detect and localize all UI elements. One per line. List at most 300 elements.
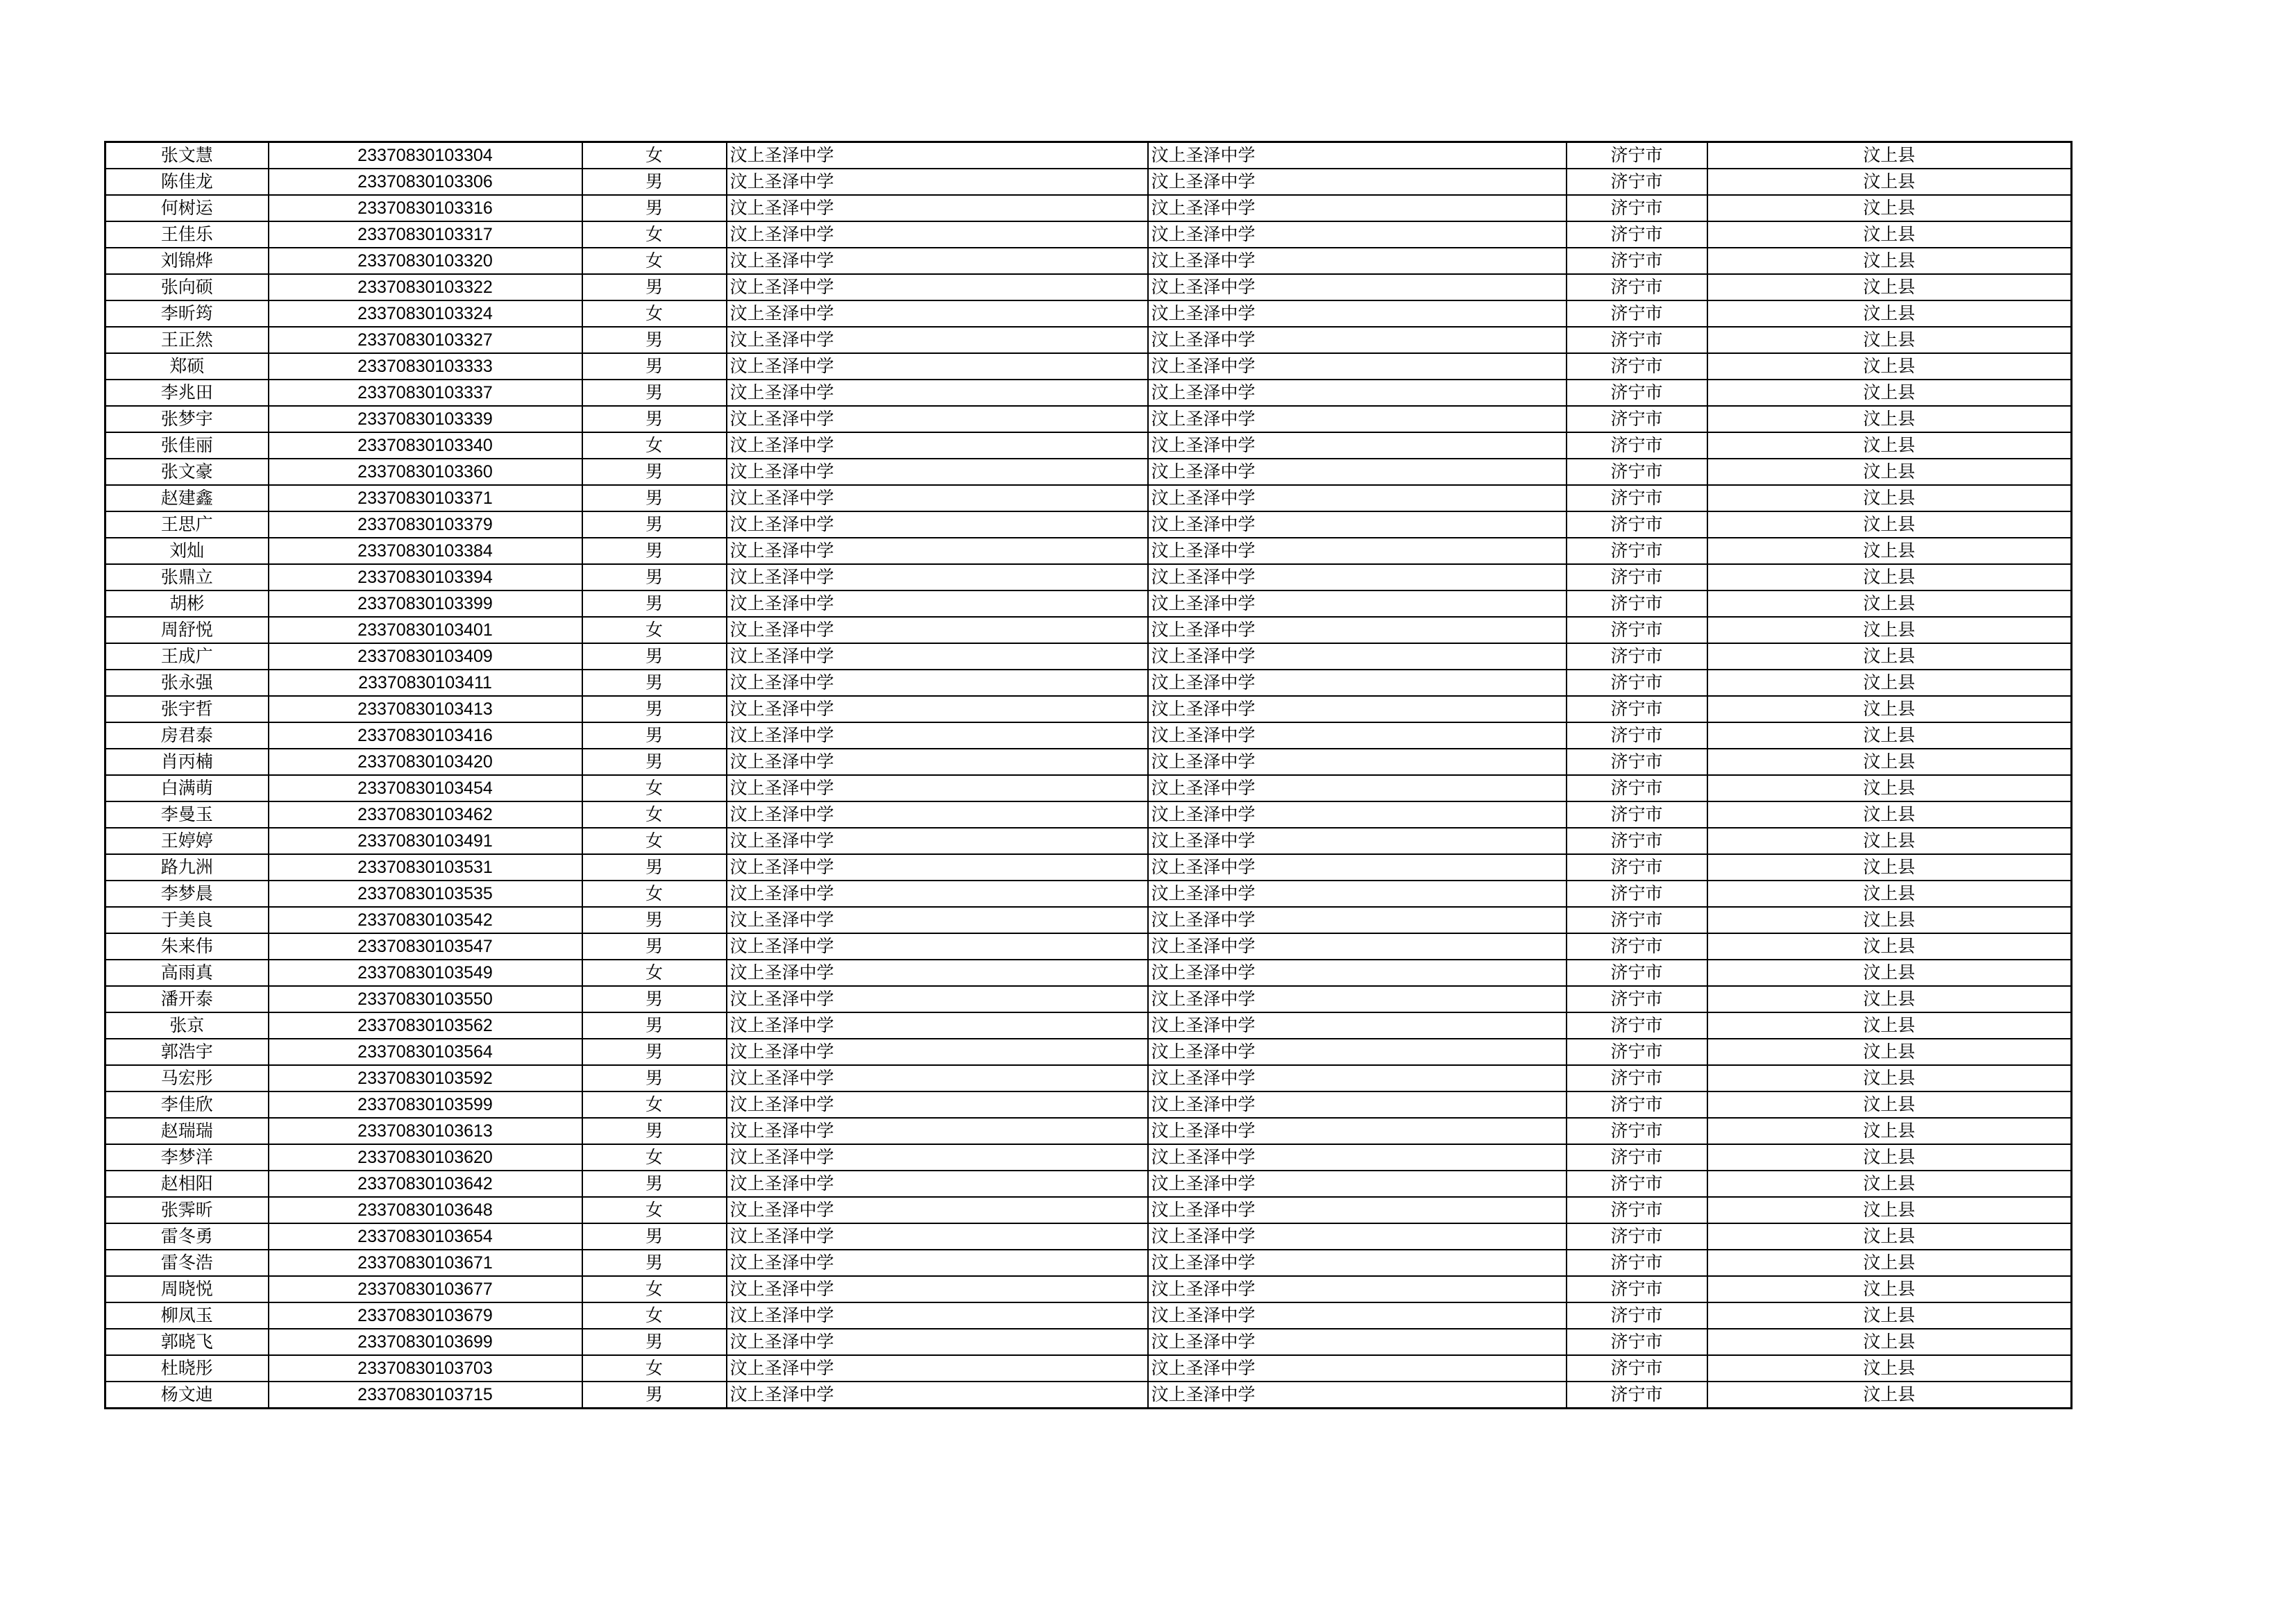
graduated-school-cell: 汶上圣泽中学 bbox=[1148, 590, 1567, 617]
gender-cell: 女 bbox=[582, 1302, 727, 1329]
exam-id-cell: 23370830103699 bbox=[269, 1329, 582, 1355]
school-cell: 汶上圣泽中学 bbox=[727, 248, 1148, 274]
exam-id-cell: 23370830103642 bbox=[269, 1171, 582, 1197]
gender-cell: 男 bbox=[582, 195, 727, 221]
county-cell: 汶上县 bbox=[1707, 1118, 2072, 1144]
exam-id-cell: 23370830103320 bbox=[269, 248, 582, 274]
table-row bbox=[105, 1012, 2072, 1039]
student-name-cell: 高雨真 bbox=[105, 960, 269, 986]
school-cell: 汶上圣泽中学 bbox=[727, 722, 1148, 749]
gender-cell: 女 bbox=[582, 1276, 727, 1302]
county-cell: 汶上县 bbox=[1707, 696, 2072, 722]
county-cell: 汶上县 bbox=[1707, 406, 2072, 432]
city-cell: 济宁市 bbox=[1567, 775, 1707, 801]
gender-cell: 男 bbox=[582, 459, 727, 485]
gender-cell: 男 bbox=[582, 749, 727, 775]
gender-cell: 男 bbox=[582, 643, 727, 670]
student-name-cell: 赵建鑫 bbox=[105, 485, 269, 511]
city-cell: 济宁市 bbox=[1567, 907, 1707, 933]
exam-id-cell: 23370830103379 bbox=[269, 511, 582, 538]
student-name-cell: 白满萌 bbox=[105, 775, 269, 801]
city-cell: 济宁市 bbox=[1567, 960, 1707, 986]
exam-id-cell: 23370830103454 bbox=[269, 775, 582, 801]
student-name-cell: 李昕筠 bbox=[105, 300, 269, 327]
gender-cell: 男 bbox=[582, 327, 727, 353]
city-cell: 济宁市 bbox=[1567, 617, 1707, 643]
graduated-school-cell: 汶上圣泽中学 bbox=[1148, 643, 1567, 670]
school-cell: 汶上圣泽中学 bbox=[727, 643, 1148, 670]
county-cell: 汶上县 bbox=[1707, 854, 2072, 881]
table-row bbox=[105, 749, 2072, 775]
county-cell: 汶上县 bbox=[1707, 828, 2072, 854]
city-cell: 济宁市 bbox=[1567, 1302, 1707, 1329]
student-name-cell: 张向硕 bbox=[105, 274, 269, 300]
table-row bbox=[105, 1144, 2072, 1171]
school-cell: 汶上圣泽中学 bbox=[727, 511, 1148, 538]
gender-cell: 男 bbox=[582, 1118, 727, 1144]
student-name-cell: 杜晓彤 bbox=[105, 1355, 269, 1382]
exam-id-cell: 23370830103671 bbox=[269, 1250, 582, 1276]
school-cell: 汶上圣泽中学 bbox=[727, 1012, 1148, 1039]
county-cell: 汶上县 bbox=[1707, 986, 2072, 1012]
student-name-cell: 刘锦烨 bbox=[105, 248, 269, 274]
graduated-school-cell: 汶上圣泽中学 bbox=[1148, 1355, 1567, 1382]
gender-cell: 女 bbox=[582, 617, 727, 643]
graduated-school-cell: 汶上圣泽中学 bbox=[1148, 986, 1567, 1012]
school-cell: 汶上圣泽中学 bbox=[727, 432, 1148, 459]
city-cell: 济宁市 bbox=[1567, 1250, 1707, 1276]
table-row bbox=[105, 300, 2072, 327]
student-name-cell: 肖丙楠 bbox=[105, 749, 269, 775]
school-cell: 汶上圣泽中学 bbox=[727, 300, 1148, 327]
city-cell: 济宁市 bbox=[1567, 749, 1707, 775]
gender-cell: 女 bbox=[582, 960, 727, 986]
school-cell: 汶上圣泽中学 bbox=[727, 1118, 1148, 1144]
graduated-school-cell: 汶上圣泽中学 bbox=[1148, 1039, 1567, 1065]
county-cell: 汶上县 bbox=[1707, 1197, 2072, 1223]
county-cell: 汶上县 bbox=[1707, 1091, 2072, 1118]
graduated-school-cell: 汶上圣泽中学 bbox=[1148, 1250, 1567, 1276]
exam-id-cell: 23370830103322 bbox=[269, 274, 582, 300]
exam-id-cell: 23370830103620 bbox=[269, 1144, 582, 1171]
student-name-cell: 张京 bbox=[105, 1012, 269, 1039]
school-cell: 汶上圣泽中学 bbox=[727, 881, 1148, 907]
student-name-cell: 路九洲 bbox=[105, 854, 269, 881]
student-name-cell: 张鼎立 bbox=[105, 564, 269, 590]
school-cell: 汶上圣泽中学 bbox=[727, 854, 1148, 881]
student-name-cell: 周舒悦 bbox=[105, 617, 269, 643]
student-name-cell: 陈佳龙 bbox=[105, 169, 269, 195]
table-row bbox=[105, 327, 2072, 353]
county-cell: 汶上县 bbox=[1707, 1276, 2072, 1302]
exam-id-cell: 23370830103547 bbox=[269, 933, 582, 960]
table-row bbox=[105, 459, 2072, 485]
student-name-cell: 郑硕 bbox=[105, 353, 269, 380]
city-cell: 济宁市 bbox=[1567, 1276, 1707, 1302]
gender-cell: 男 bbox=[582, 722, 727, 749]
city-cell: 济宁市 bbox=[1567, 1382, 1707, 1409]
city-cell: 济宁市 bbox=[1567, 1065, 1707, 1091]
student-name-cell: 朱来伟 bbox=[105, 933, 269, 960]
county-cell: 汶上县 bbox=[1707, 1329, 2072, 1355]
student-name-cell: 周晓悦 bbox=[105, 1276, 269, 1302]
graduated-school-cell: 汶上圣泽中学 bbox=[1148, 511, 1567, 538]
exam-id-cell: 23370830103613 bbox=[269, 1118, 582, 1144]
county-cell: 汶上县 bbox=[1707, 617, 2072, 643]
school-cell: 汶上圣泽中学 bbox=[727, 749, 1148, 775]
table-row bbox=[105, 1382, 2072, 1409]
graduated-school-cell: 汶上圣泽中学 bbox=[1148, 169, 1567, 195]
table-row bbox=[105, 1250, 2072, 1276]
table-row bbox=[105, 1091, 2072, 1118]
graduated-school-cell: 汶上圣泽中学 bbox=[1148, 828, 1567, 854]
exam-id-cell: 23370830103411 bbox=[269, 670, 582, 696]
exam-id-cell: 23370830103340 bbox=[269, 432, 582, 459]
table-row bbox=[105, 960, 2072, 986]
graduated-school-cell: 汶上圣泽中学 bbox=[1148, 1276, 1567, 1302]
school-cell: 汶上圣泽中学 bbox=[727, 1329, 1148, 1355]
gender-cell: 男 bbox=[582, 907, 727, 933]
school-cell: 汶上圣泽中学 bbox=[727, 1197, 1148, 1223]
city-cell: 济宁市 bbox=[1567, 1171, 1707, 1197]
county-cell: 汶上县 bbox=[1707, 1382, 2072, 1409]
city-cell: 济宁市 bbox=[1567, 300, 1707, 327]
table-row bbox=[105, 854, 2072, 881]
city-cell: 济宁市 bbox=[1567, 459, 1707, 485]
student-name-cell: 王思广 bbox=[105, 511, 269, 538]
graduated-school-cell: 汶上圣泽中学 bbox=[1148, 933, 1567, 960]
gender-cell: 男 bbox=[582, 538, 727, 564]
table-row bbox=[105, 511, 2072, 538]
city-cell: 济宁市 bbox=[1567, 1039, 1707, 1065]
graduated-school-cell: 汶上圣泽中学 bbox=[1148, 459, 1567, 485]
county-cell: 汶上县 bbox=[1707, 432, 2072, 459]
table-row bbox=[105, 801, 2072, 828]
gender-cell: 男 bbox=[582, 1223, 727, 1250]
city-cell: 济宁市 bbox=[1567, 485, 1707, 511]
student-name-cell: 柳凤玉 bbox=[105, 1302, 269, 1329]
gender-cell: 男 bbox=[582, 1065, 727, 1091]
table-row bbox=[105, 907, 2072, 933]
county-cell: 汶上县 bbox=[1707, 1302, 2072, 1329]
gender-cell: 男 bbox=[582, 670, 727, 696]
city-cell: 济宁市 bbox=[1567, 169, 1707, 195]
roster-body bbox=[105, 142, 2072, 1409]
exam-id-cell: 23370830103337 bbox=[269, 380, 582, 406]
exam-id-cell: 23370830103409 bbox=[269, 643, 582, 670]
table-row bbox=[105, 775, 2072, 801]
gender-cell: 男 bbox=[582, 353, 727, 380]
county-cell: 汶上县 bbox=[1707, 1355, 2072, 1382]
table-row bbox=[105, 1065, 2072, 1091]
school-cell: 汶上圣泽中学 bbox=[727, 169, 1148, 195]
student-name-cell: 雷冬浩 bbox=[105, 1250, 269, 1276]
city-cell: 济宁市 bbox=[1567, 511, 1707, 538]
school-cell: 汶上圣泽中学 bbox=[727, 274, 1148, 300]
county-cell: 汶上县 bbox=[1707, 300, 2072, 327]
exam-id-cell: 23370830103550 bbox=[269, 986, 582, 1012]
school-cell: 汶上圣泽中学 bbox=[727, 353, 1148, 380]
city-cell: 济宁市 bbox=[1567, 432, 1707, 459]
exam-id-cell: 23370830103327 bbox=[269, 327, 582, 353]
table-row bbox=[105, 696, 2072, 722]
city-cell: 济宁市 bbox=[1567, 406, 1707, 432]
table-row bbox=[105, 485, 2072, 511]
student-name-cell: 张梦宇 bbox=[105, 406, 269, 432]
city-cell: 济宁市 bbox=[1567, 142, 1707, 169]
exam-id-cell: 23370830103562 bbox=[269, 1012, 582, 1039]
school-cell: 汶上圣泽中学 bbox=[727, 933, 1148, 960]
exam-id-cell: 23370830103462 bbox=[269, 801, 582, 828]
table-row bbox=[105, 1171, 2072, 1197]
school-cell: 汶上圣泽中学 bbox=[727, 907, 1148, 933]
school-cell: 汶上圣泽中学 bbox=[727, 1302, 1148, 1329]
city-cell: 济宁市 bbox=[1567, 538, 1707, 564]
school-cell: 汶上圣泽中学 bbox=[727, 617, 1148, 643]
gender-cell: 男 bbox=[582, 1171, 727, 1197]
exam-id-cell: 23370830103316 bbox=[269, 195, 582, 221]
school-cell: 汶上圣泽中学 bbox=[727, 195, 1148, 221]
student-name-cell: 王成广 bbox=[105, 643, 269, 670]
graduated-school-cell: 汶上圣泽中学 bbox=[1148, 142, 1567, 169]
exam-id-cell: 23370830103399 bbox=[269, 590, 582, 617]
county-cell: 汶上县 bbox=[1707, 643, 2072, 670]
county-cell: 汶上县 bbox=[1707, 722, 2072, 749]
graduated-school-cell: 汶上圣泽中学 bbox=[1148, 538, 1567, 564]
city-cell: 济宁市 bbox=[1567, 1197, 1707, 1223]
city-cell: 济宁市 bbox=[1567, 1012, 1707, 1039]
graduated-school-cell: 汶上圣泽中学 bbox=[1148, 907, 1567, 933]
exam-id-cell: 23370830103549 bbox=[269, 960, 582, 986]
school-cell: 汶上圣泽中学 bbox=[727, 590, 1148, 617]
table-row bbox=[105, 274, 2072, 300]
graduated-school-cell: 汶上圣泽中学 bbox=[1148, 327, 1567, 353]
school-cell: 汶上圣泽中学 bbox=[727, 142, 1148, 169]
student-name-cell: 张宇哲 bbox=[105, 696, 269, 722]
student-name-cell: 王婷婷 bbox=[105, 828, 269, 854]
county-cell: 汶上县 bbox=[1707, 1171, 2072, 1197]
county-cell: 汶上县 bbox=[1707, 142, 2072, 169]
city-cell: 济宁市 bbox=[1567, 696, 1707, 722]
student-name-cell: 李曼玉 bbox=[105, 801, 269, 828]
school-cell: 汶上圣泽中学 bbox=[727, 564, 1148, 590]
gender-cell: 男 bbox=[582, 511, 727, 538]
student-name-cell: 马宏彤 bbox=[105, 1065, 269, 1091]
school-cell: 汶上圣泽中学 bbox=[727, 1144, 1148, 1171]
graduated-school-cell: 汶上圣泽中学 bbox=[1148, 749, 1567, 775]
graduated-school-cell: 汶上圣泽中学 bbox=[1148, 353, 1567, 380]
county-cell: 汶上县 bbox=[1707, 1223, 2072, 1250]
table-row bbox=[105, 221, 2072, 248]
city-cell: 济宁市 bbox=[1567, 380, 1707, 406]
city-cell: 济宁市 bbox=[1567, 221, 1707, 248]
exam-id-cell: 23370830103542 bbox=[269, 907, 582, 933]
student-name-cell: 李兆田 bbox=[105, 380, 269, 406]
exam-id-cell: 23370830103564 bbox=[269, 1039, 582, 1065]
exam-id-cell: 23370830103416 bbox=[269, 722, 582, 749]
school-cell: 汶上圣泽中学 bbox=[727, 327, 1148, 353]
exam-id-cell: 23370830103599 bbox=[269, 1091, 582, 1118]
city-cell: 济宁市 bbox=[1567, 195, 1707, 221]
exam-id-cell: 23370830103648 bbox=[269, 1197, 582, 1223]
gender-cell: 女 bbox=[582, 1355, 727, 1382]
county-cell: 汶上县 bbox=[1707, 327, 2072, 353]
table-row bbox=[105, 1276, 2072, 1302]
table-row bbox=[105, 933, 2072, 960]
table-row bbox=[105, 248, 2072, 274]
city-cell: 济宁市 bbox=[1567, 564, 1707, 590]
table-row bbox=[105, 169, 2072, 195]
student-name-cell: 房君泰 bbox=[105, 722, 269, 749]
student-name-cell: 张文豪 bbox=[105, 459, 269, 485]
county-cell: 汶上县 bbox=[1707, 511, 2072, 538]
exam-id-cell: 23370830103394 bbox=[269, 564, 582, 590]
gender-cell: 男 bbox=[582, 590, 727, 617]
table-row bbox=[105, 828, 2072, 854]
gender-cell: 男 bbox=[582, 1012, 727, 1039]
table-row bbox=[105, 538, 2072, 564]
school-cell: 汶上圣泽中学 bbox=[727, 459, 1148, 485]
gender-cell: 男 bbox=[582, 933, 727, 960]
city-cell: 济宁市 bbox=[1567, 1355, 1707, 1382]
gender-cell: 男 bbox=[582, 564, 727, 590]
gender-cell: 女 bbox=[582, 1197, 727, 1223]
exam-id-cell: 23370830103413 bbox=[269, 696, 582, 722]
graduated-school-cell: 汶上圣泽中学 bbox=[1148, 432, 1567, 459]
graduated-school-cell: 汶上圣泽中学 bbox=[1148, 406, 1567, 432]
county-cell: 汶上县 bbox=[1707, 960, 2072, 986]
exam-id-cell: 23370830103384 bbox=[269, 538, 582, 564]
table-row bbox=[105, 722, 2072, 749]
county-cell: 汶上县 bbox=[1707, 169, 2072, 195]
school-cell: 汶上圣泽中学 bbox=[727, 538, 1148, 564]
county-cell: 汶上县 bbox=[1707, 801, 2072, 828]
student-name-cell: 李梦洋 bbox=[105, 1144, 269, 1171]
city-cell: 济宁市 bbox=[1567, 643, 1707, 670]
table-row bbox=[105, 380, 2072, 406]
graduated-school-cell: 汶上圣泽中学 bbox=[1148, 960, 1567, 986]
county-cell: 汶上县 bbox=[1707, 775, 2072, 801]
exam-id-cell: 23370830103333 bbox=[269, 353, 582, 380]
city-cell: 济宁市 bbox=[1567, 801, 1707, 828]
county-cell: 汶上县 bbox=[1707, 221, 2072, 248]
table-row bbox=[105, 986, 2072, 1012]
student-name-cell: 郭晓飞 bbox=[105, 1329, 269, 1355]
exam-id-cell: 23370830103677 bbox=[269, 1276, 582, 1302]
student-name-cell: 张永强 bbox=[105, 670, 269, 696]
student-name-cell: 张霁昕 bbox=[105, 1197, 269, 1223]
graduated-school-cell: 汶上圣泽中学 bbox=[1148, 1012, 1567, 1039]
student-name-cell: 赵相阳 bbox=[105, 1171, 269, 1197]
table-row bbox=[105, 406, 2072, 432]
graduated-school-cell: 汶上圣泽中学 bbox=[1148, 274, 1567, 300]
gender-cell: 男 bbox=[582, 696, 727, 722]
city-cell: 济宁市 bbox=[1567, 722, 1707, 749]
table-row bbox=[105, 1355, 2072, 1382]
gender-cell: 女 bbox=[582, 881, 727, 907]
city-cell: 济宁市 bbox=[1567, 590, 1707, 617]
exam-id-cell: 23370830103491 bbox=[269, 828, 582, 854]
gender-cell: 女 bbox=[582, 1144, 727, 1171]
exam-id-cell: 23370830103679 bbox=[269, 1302, 582, 1329]
table-row bbox=[105, 881, 2072, 907]
table-row bbox=[105, 1329, 2072, 1355]
gender-cell: 男 bbox=[582, 1382, 727, 1409]
gender-cell: 男 bbox=[582, 406, 727, 432]
gender-cell: 女 bbox=[582, 801, 727, 828]
gender-cell: 男 bbox=[582, 380, 727, 406]
graduated-school-cell: 汶上圣泽中学 bbox=[1148, 1171, 1567, 1197]
school-cell: 汶上圣泽中学 bbox=[727, 775, 1148, 801]
gender-cell: 男 bbox=[582, 485, 727, 511]
city-cell: 济宁市 bbox=[1567, 327, 1707, 353]
gender-cell: 女 bbox=[582, 775, 727, 801]
graduated-school-cell: 汶上圣泽中学 bbox=[1148, 670, 1567, 696]
school-cell: 汶上圣泽中学 bbox=[727, 828, 1148, 854]
county-cell: 汶上县 bbox=[1707, 907, 2072, 933]
student-name-cell: 胡彬 bbox=[105, 590, 269, 617]
city-cell: 济宁市 bbox=[1567, 1144, 1707, 1171]
graduated-school-cell: 汶上圣泽中学 bbox=[1148, 195, 1567, 221]
student-name-cell: 刘灿 bbox=[105, 538, 269, 564]
graduated-school-cell: 汶上圣泽中学 bbox=[1148, 1329, 1567, 1355]
county-cell: 汶上县 bbox=[1707, 195, 2072, 221]
city-cell: 济宁市 bbox=[1567, 1329, 1707, 1355]
gender-cell: 男 bbox=[582, 274, 727, 300]
county-cell: 汶上县 bbox=[1707, 1144, 2072, 1171]
exam-id-cell: 23370830103531 bbox=[269, 854, 582, 881]
county-cell: 汶上县 bbox=[1707, 1065, 2072, 1091]
city-cell: 济宁市 bbox=[1567, 854, 1707, 881]
student-name-cell: 郭浩宇 bbox=[105, 1039, 269, 1065]
table-row bbox=[105, 353, 2072, 380]
exam-id-cell: 23370830103703 bbox=[269, 1355, 582, 1382]
school-cell: 汶上圣泽中学 bbox=[727, 1382, 1148, 1409]
county-cell: 汶上县 bbox=[1707, 564, 2072, 590]
exam-id-cell: 23370830103360 bbox=[269, 459, 582, 485]
table-row bbox=[105, 142, 2072, 169]
table-row bbox=[105, 1302, 2072, 1329]
city-cell: 济宁市 bbox=[1567, 248, 1707, 274]
exam-id-cell: 23370830103654 bbox=[269, 1223, 582, 1250]
student-roster-table bbox=[104, 141, 2073, 1409]
school-cell: 汶上圣泽中学 bbox=[727, 1355, 1148, 1382]
county-cell: 汶上县 bbox=[1707, 274, 2072, 300]
school-cell: 汶上圣泽中学 bbox=[727, 1250, 1148, 1276]
county-cell: 汶上县 bbox=[1707, 485, 2072, 511]
graduated-school-cell: 汶上圣泽中学 bbox=[1148, 380, 1567, 406]
table-row bbox=[105, 617, 2072, 643]
student-name-cell: 张佳丽 bbox=[105, 432, 269, 459]
student-name-cell: 于美良 bbox=[105, 907, 269, 933]
student-name-cell: 李梦晨 bbox=[105, 881, 269, 907]
exam-id-cell: 23370830103715 bbox=[269, 1382, 582, 1409]
student-name-cell: 潘开泰 bbox=[105, 986, 269, 1012]
table-row bbox=[105, 564, 2072, 590]
county-cell: 汶上县 bbox=[1707, 538, 2072, 564]
county-cell: 汶上县 bbox=[1707, 749, 2072, 775]
city-cell: 济宁市 bbox=[1567, 1091, 1707, 1118]
city-cell: 济宁市 bbox=[1567, 986, 1707, 1012]
graduated-school-cell: 汶上圣泽中学 bbox=[1148, 881, 1567, 907]
exam-id-cell: 23370830103371 bbox=[269, 485, 582, 511]
gender-cell: 女 bbox=[582, 432, 727, 459]
gender-cell: 男 bbox=[582, 986, 727, 1012]
student-name-cell: 何树运 bbox=[105, 195, 269, 221]
county-cell: 汶上县 bbox=[1707, 933, 2072, 960]
exam-id-cell: 23370830103324 bbox=[269, 300, 582, 327]
gender-cell: 男 bbox=[582, 169, 727, 195]
